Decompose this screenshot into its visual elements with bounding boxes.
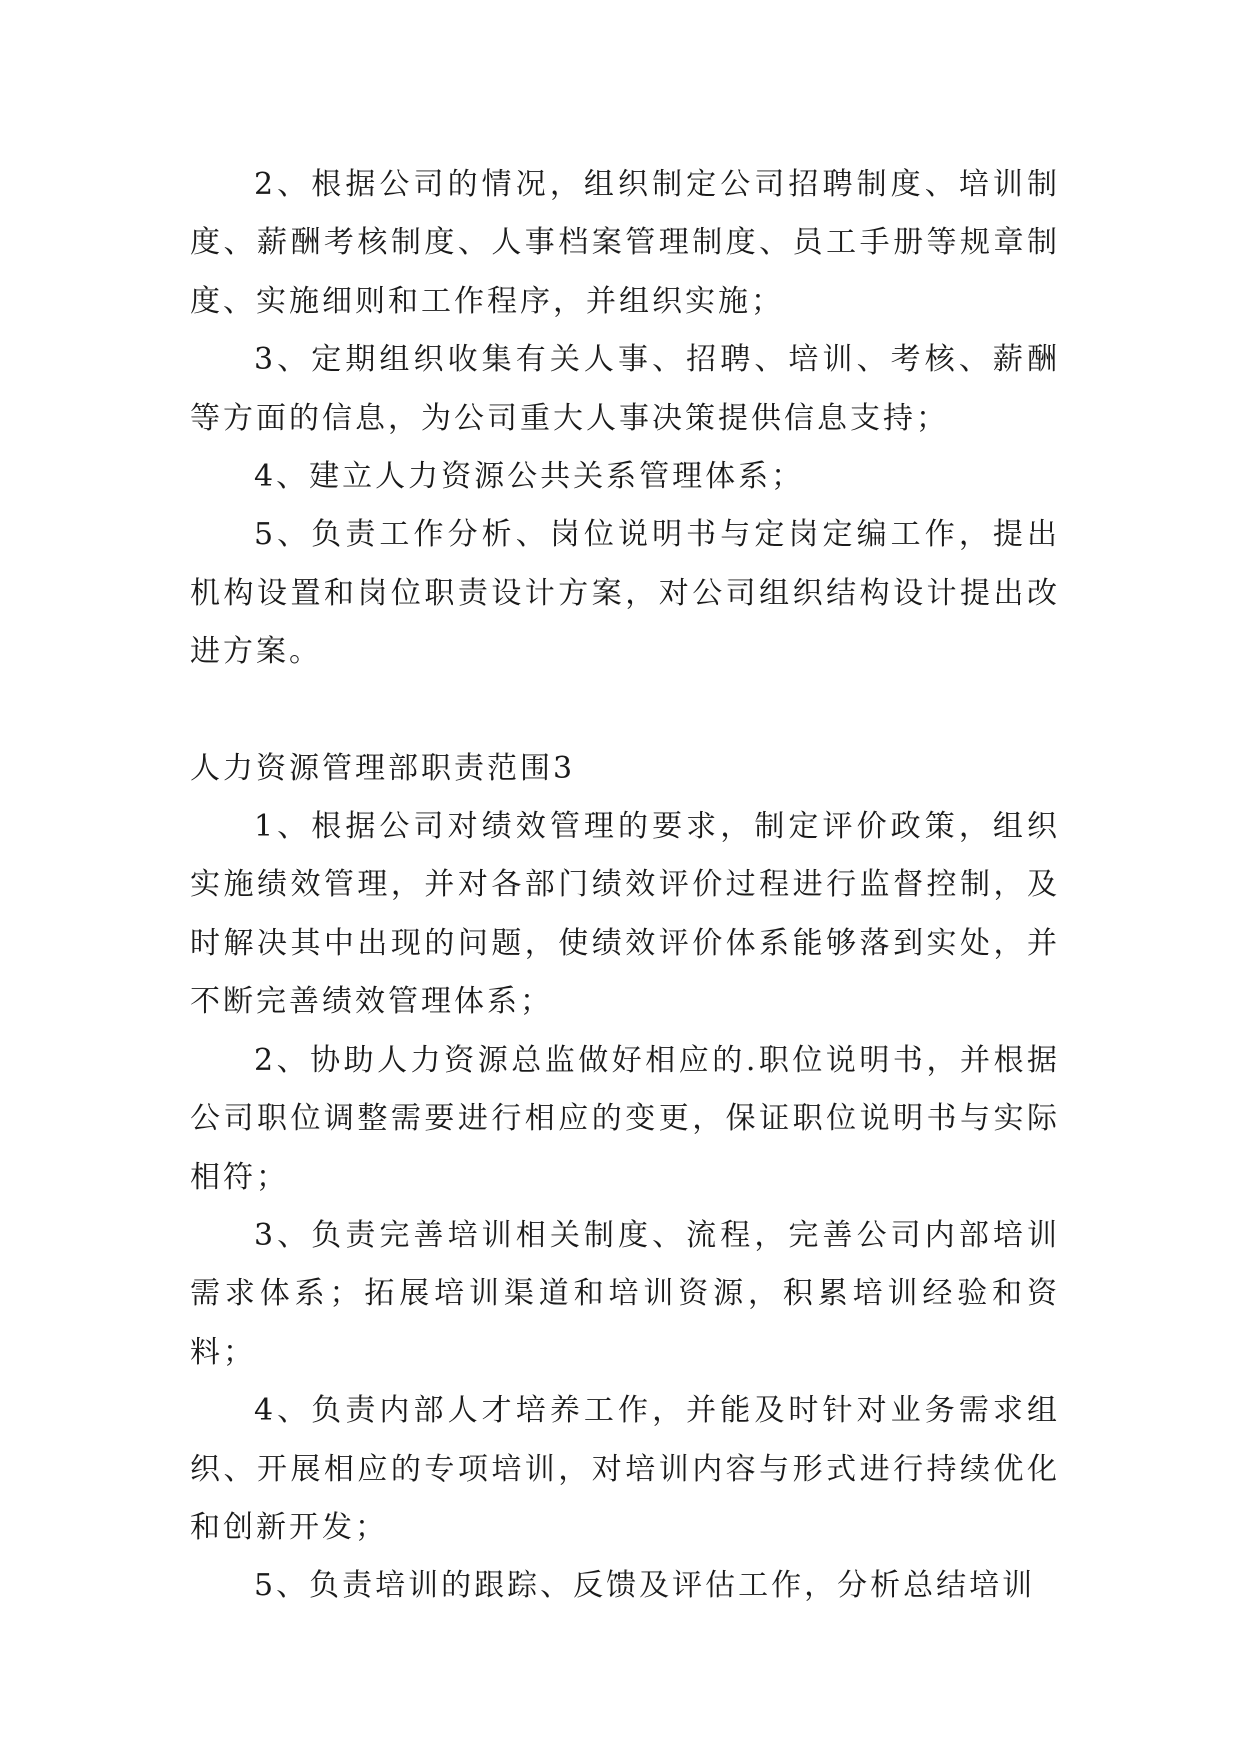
paragraph-3-item-3: 3、负责完善培训相关制度、流程，完善公司内部培训需求体系；拓展培训渠道和培训资源，积累培训经验和资料； [190,1217,1060,1370]
paragraph-2-item-3: 3、定期组织收集有关人事、招聘、培训、考核、薪酬等方面的信息，为公司重大人事决策提供信息支持； [190,342,1060,436]
paragraph-2-item-5: 5、负责工作分析、岗位说明书与定岗定编工作，提出机构设置和岗位职责设计方案，对公司组织结构设计提出改进方案。 [190,517,1060,670]
paragraph-3-item-1: 1、根据公司对绩效管理的要求，制定评价政策，组织实施绩效管理，并对各部门绩效评价过程进行监督控制，及时解决其中出现的问题，使绩效评价体系能够落到实处，并不断完善绩效管理体系； [190,809,1060,1020]
paragraph-3-item-2: 2、协助人力资源总监做好相应的.职位说明书，并根据公司职位调整需要进行相应的变更，保证职位说明书与实际相符； [190,1042,1060,1195]
paragraph-2-item-4: 4、建立人力资源公共关系管理体系； [254,459,805,495]
paragraph-2-item-2: 2、根据公司的情况，组织制定公司招聘制度、培训制度、薪酬考核制度、人事档案管理制度、员工手册等规章制度、实施细则和工作程序，并组织实施； [190,167,1060,319]
section-heading: 人力资源管理部职责范围3 [190,750,576,786]
document-body [190,156,1060,1616]
paragraph-3-item-4: 4、负责内部人才培养工作，并能及时针对业务需求组织、开展相应的专项培训，对培训内容与形式进行持续优化和创新开发； [190,1393,1060,1545]
paragraph-3-item-5: 5、负责培训的跟踪、反馈及评估工作，分析总结培训 [254,1568,1036,1604]
